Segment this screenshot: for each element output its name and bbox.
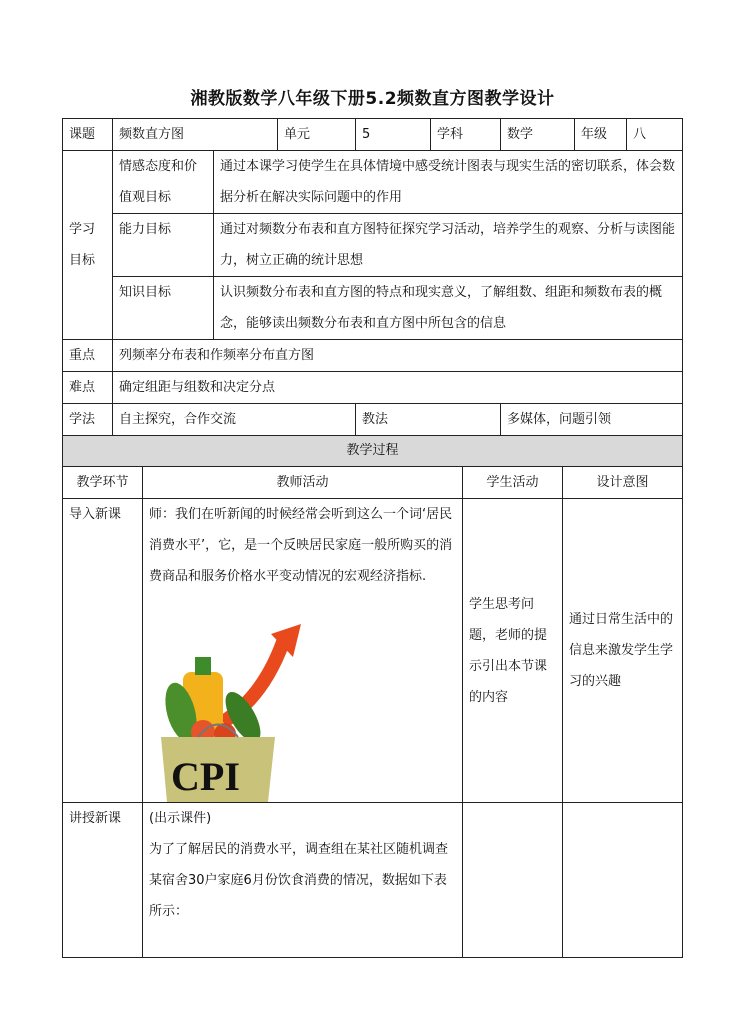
goals-label: 学习目标	[63, 151, 113, 340]
zhongdian-label: 重点	[63, 340, 113, 372]
goal-text-ability: 通过对频数分布表和直方图特征探究学习活动，培养学生的观察、分析与读图能力，树立正确的统计思想	[214, 214, 683, 277]
header-intent: 设计意图	[563, 467, 683, 499]
goal-label-knowledge: 知识目标	[113, 277, 214, 340]
cpi-shopping-bag-image	[153, 602, 303, 802]
document-title: 湘教版数学八年级下册5.2频数直方图教学设计	[190, 89, 555, 109]
xuefa-value: 自主探究，合作交流	[113, 404, 356, 436]
process-section-title: 教学过程	[63, 436, 683, 467]
xueke-label: 学科	[431, 119, 501, 151]
jiaofa-value: 多媒体，问题引领	[501, 404, 683, 436]
danyuan-label: 单元	[278, 119, 356, 151]
teacher-activity-intro	[143, 499, 463, 803]
jiaofa-label: 教法	[356, 404, 501, 436]
teacher-text-intro: 师：我们在听新闻的时候经常会听到这么一个词‘居民消费水平’，它，是一个反映居民家庭一般所购买的消费商品和服务价格水平变动情况的宏观经济指标.	[149, 507, 453, 584]
xueke-value: 数学	[501, 119, 575, 151]
nandian-value: 确定组距与组数和决定分点	[113, 372, 683, 404]
goal-text-knowledge: 认识频数分布表和直方图的特点和现实意义，了解组数、组距和频数布表的概念，能够读出频数分布表和直方图中所包含的信息	[214, 277, 683, 340]
stage-new-lesson: 讲授新课	[63, 803, 143, 958]
header-teacher: 教师活动	[143, 467, 463, 499]
danyuan-value: 5	[356, 119, 431, 151]
nianji-label: 年级	[575, 119, 627, 151]
cpi-label: CPI	[171, 754, 240, 799]
xuefa-label: 学法	[63, 404, 113, 436]
design-intent-intro: 通过日常生活中的信息来激发学生学习的兴趣	[563, 499, 683, 803]
keti-label: 课题	[63, 119, 113, 151]
keti-value: 频数直方图	[113, 119, 278, 151]
goal-text-affective: 通过本课学习使学生在具体情境中感受统计图表与现实生活的密切联系，体会数据分析在解决实际问题中的作用	[214, 151, 683, 214]
course-info-table	[62, 118, 683, 436]
student-activity-intro: 学生思考问题，老师的提示引出本节课的内容	[463, 499, 563, 803]
design-intent-new-lesson	[563, 803, 683, 958]
header-stage: 教学环节	[63, 467, 143, 499]
header-student: 学生活动	[463, 467, 563, 499]
nianji-value: 八	[627, 119, 683, 151]
nandian-label: 难点	[63, 372, 113, 404]
teacher-activity-new-lesson	[143, 803, 463, 958]
teaching-process-table	[62, 435, 683, 958]
student-activity-new-lesson	[463, 803, 563, 958]
goal-label-affective: 情感态度和价值观目标	[113, 151, 214, 214]
teacher-text-new-lesson: 为了了解居民的消费水平，调查组在某社区随机调查某宿舍30户家庭6月份饮食消费的情况，数据如下表所示：	[149, 842, 449, 919]
goal-label-ability: 能力目标	[113, 214, 214, 277]
stage-intro: 导入新课	[63, 499, 143, 803]
oil-bottle-cap	[195, 657, 211, 675]
zhongdian-value: 列频率分布表和作频率分布直方图	[113, 340, 683, 372]
teacher-note-new-lesson: (出示课件)	[149, 811, 212, 826]
